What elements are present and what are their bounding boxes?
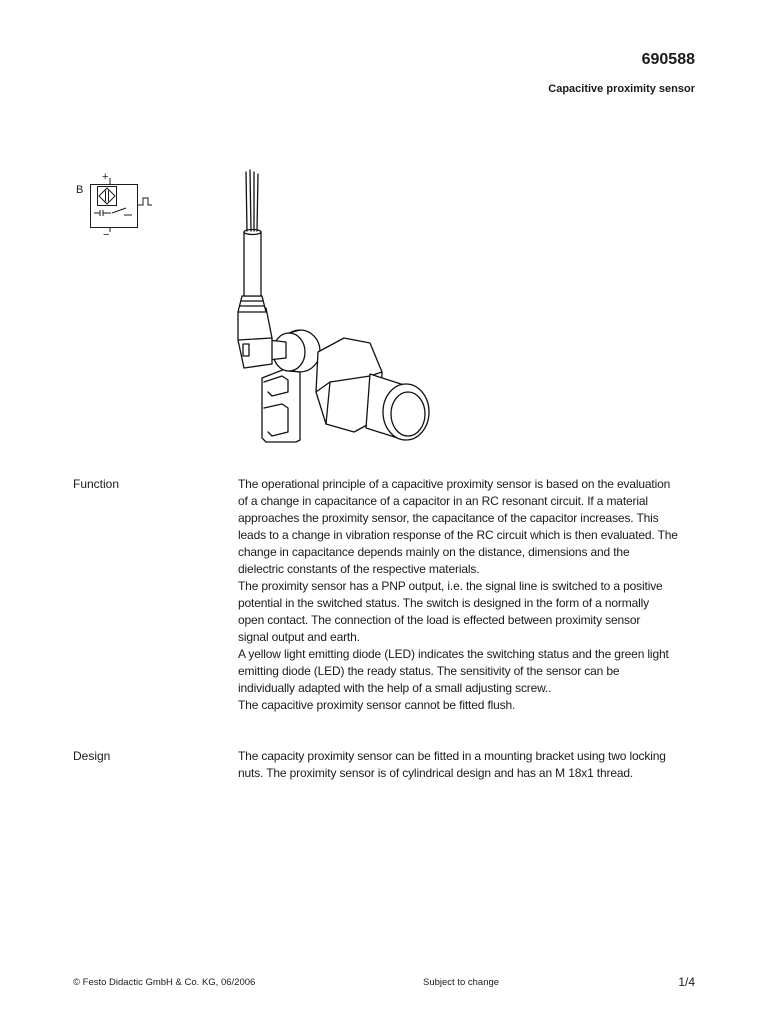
symbol-designation-label: B (76, 184, 84, 196)
text-line: emitting diode (LED) the ready status. The sensitivity of the sensor can be (238, 664, 620, 678)
product-number: 690588 (641, 51, 695, 68)
product-title: Capacitive proximity sensor (548, 83, 695, 95)
cable-sheath (244, 232, 261, 296)
symbol-sensor-box (98, 187, 117, 206)
text-line: individually adapted with the help of a small adjusting screw.. (238, 681, 552, 695)
page-number: 1/4 (678, 975, 695, 989)
cable-wire (250, 170, 251, 231)
section-label-function: Function (73, 477, 120, 491)
footer-copyright: © Festo Didactic GmbH & Co. KG, 06/2006 (73, 977, 256, 988)
product-figure (60, 160, 440, 450)
symbol-minus-terminal: − (103, 229, 110, 241)
symbol-plus-terminal: + (102, 171, 109, 183)
pulse-output-icon (138, 198, 152, 205)
cable-wire (246, 172, 247, 231)
section-body-design (238, 748, 748, 782)
symbol-diamond (99, 188, 115, 204)
text-line: change in capacitance depends mainly on the distance, dimensions and the (238, 545, 630, 559)
section-label-design: Design (73, 749, 111, 763)
section-body-function (238, 476, 748, 714)
text-line: nuts. The proximity sensor is of cylindrical design and has an M 18x1 thread. (238, 766, 634, 780)
text-line: dielectric constants of the respective materials. (238, 562, 480, 576)
capacitive-proximity-sensor-symbol-icon (76, 171, 152, 241)
text-line: leads to a change in vibration response of the RC circuit which is then evaluated. The (238, 528, 678, 542)
cable-wire (257, 174, 258, 231)
text-line: A yellow light emitting diode (LED) indicates the switching status and the green light (238, 647, 669, 661)
text-line: signal output and earth. (238, 630, 360, 644)
text-line: The proximity sensor has a PNP output, i.e. the signal line is switched to a positive (238, 579, 663, 593)
symbol-switch-contact (94, 208, 132, 216)
text-line: open contact. The connection of the load is effected between proximity sensor (238, 613, 641, 627)
text-line: The capacity proximity sensor can be fitted in a mounting bracket using two locking (238, 749, 666, 763)
text-line: The operational principle of a capacitive proximity sensor is based on the evaluation (238, 477, 671, 491)
text-line: potential in the switched status. The switch is designed in the form of a normally (238, 596, 650, 610)
text-line: approaches the proximity sensor, the capacitance of the capacitor increases. This (238, 511, 659, 525)
capacitive-proximity-sensor-drawing (238, 170, 429, 442)
text-line: of a change in capacitance of a capacitor in an RC resonant circuit. If a material (238, 494, 648, 508)
footer-notice: Subject to change (423, 977, 500, 988)
text-line: The capacitive proximity sensor cannot be fitted flush. (238, 698, 516, 712)
cable-strain-relief (238, 296, 266, 312)
status-led-window (243, 344, 249, 356)
